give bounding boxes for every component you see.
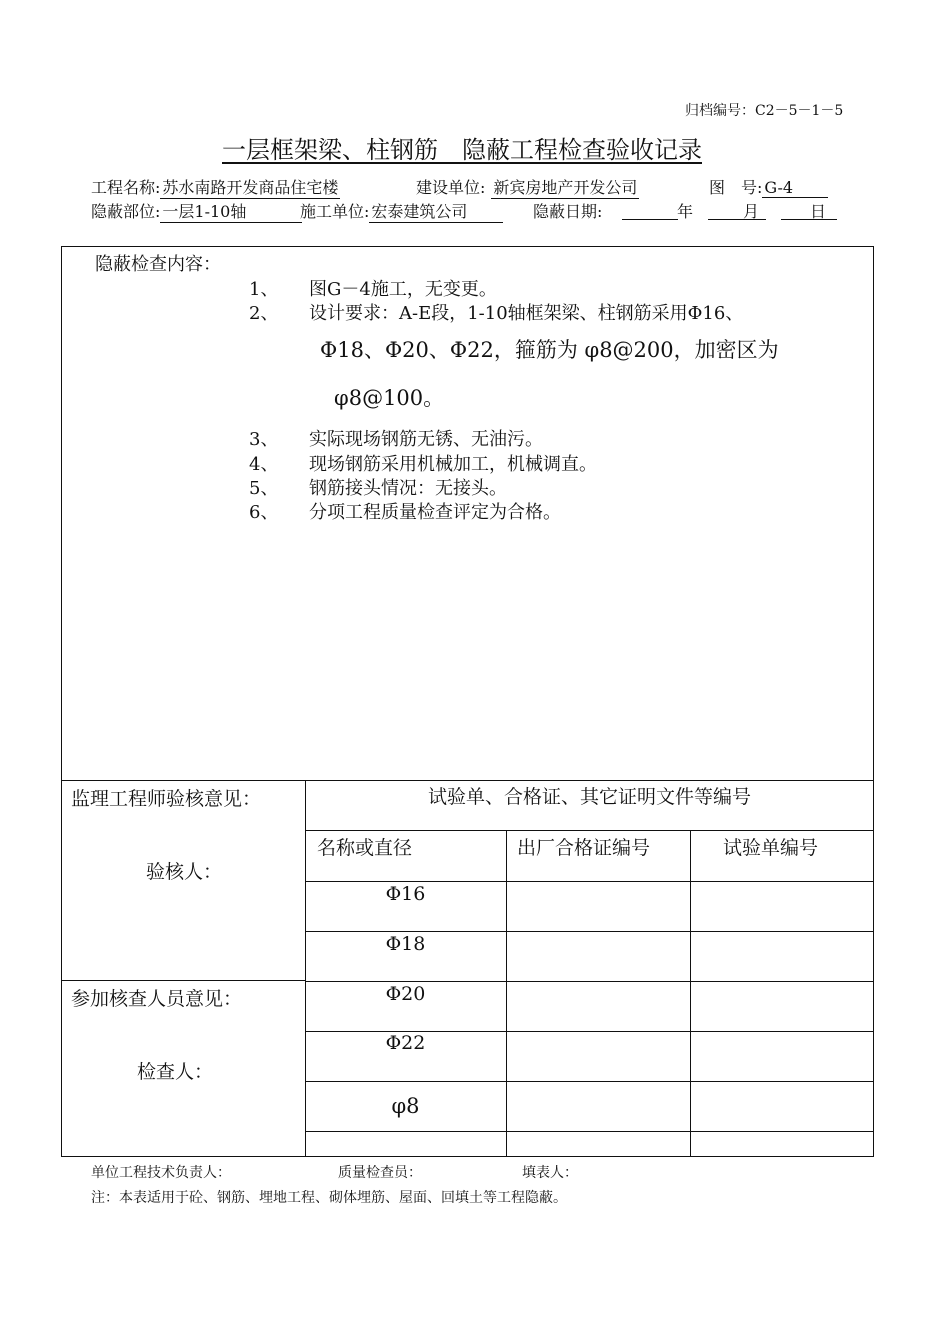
day-blank <box>781 219 837 220</box>
location-value: 一层1-10轴 <box>160 199 302 223</box>
table-row: Φ20 <box>385 983 426 1005</box>
grid-row-line <box>305 931 874 932</box>
date-label: 隐蔽日期: <box>533 202 603 221</box>
list-item-text: 图G－4施工，无变更。 <box>309 279 497 300</box>
month-label: 月 <box>743 202 760 221</box>
list-item-text: 钢筋接头情况：无接头。 <box>309 478 507 499</box>
list-item-number: 3、 <box>249 429 279 450</box>
divider-left-middle <box>61 980 306 981</box>
inspection-heading: 隐蔽检查内容： <box>95 254 221 275</box>
list-item-text: 实际现场钢筋无锈、无油污。 <box>309 429 543 450</box>
year-label: 年 <box>677 202 694 221</box>
builder-value: 新宾房地产开发公司 <box>491 175 639 199</box>
drawing-row <box>709 175 828 198</box>
participants-signer: 检查人： <box>137 1061 214 1083</box>
contractor-value: 宏泰建筑公司 <box>369 199 503 223</box>
list-item-number: 2、 <box>249 303 279 324</box>
grid-row-line <box>305 830 874 831</box>
year-blank <box>622 219 678 220</box>
day-label: 日 <box>810 202 827 221</box>
drawing-value: G-4 <box>762 178 828 198</box>
list-item-text: 现场钢筋采用机械加工，机械调直。 <box>309 454 597 475</box>
location-label: 隐蔽部位: <box>91 202 161 221</box>
project-value: 苏水南路开发商品住宅楼 <box>160 175 340 199</box>
contractor-label: 施工单位: <box>300 202 370 221</box>
participants-heading: 参加核查人员意见： <box>71 988 243 1010</box>
column-header-factory-cert: 出厂合格证编号 <box>517 837 651 859</box>
grid-row-line <box>305 1081 874 1082</box>
grid-row-line <box>305 881 874 882</box>
list-item-number: 5、 <box>249 478 279 499</box>
location-row <box>91 199 302 223</box>
certificates-heading: 试验单、合格证、其它证明文件等编号 <box>427 786 751 808</box>
project-name-row <box>91 175 340 199</box>
tech-lead-signature: 单位工程技术负责人： <box>91 1165 231 1181</box>
divider-column-3 <box>690 830 691 1157</box>
project-label: 工程名称: <box>91 178 161 197</box>
supervisor-heading: 监理工程师验核意见： <box>71 788 262 810</box>
page-title: 一层框架梁、柱钢筋 隐蔽工程检查验收记录 <box>222 136 702 164</box>
grid-row-line <box>305 981 874 982</box>
grid-row-line <box>305 1131 874 1132</box>
list-item-text: 分项工程质量检查评定为合格。 <box>309 502 561 523</box>
divider-content-bottom <box>61 780 874 781</box>
table-row: Φ18 <box>385 933 426 955</box>
list-item-number: 1、 <box>249 279 279 300</box>
qc-signature: 质量检查员： <box>338 1165 422 1181</box>
table-row: φ8 <box>391 1094 420 1118</box>
drawing-label: 图 号: <box>709 178 763 197</box>
supervisor-signer: 验核人： <box>146 861 223 883</box>
column-header-name: 名称或直径 <box>317 837 413 859</box>
list-item-number: 4、 <box>249 454 279 475</box>
footnote: 注：本表适用于砼、钢筋、埋地工程、砌体埋筋、屋面、回填土等工程隐蔽。 <box>91 1190 567 1206</box>
list-item-continuation: Φ18、Φ20、Φ22，箍筋为 φ8@200，加密区为 <box>320 338 779 362</box>
table-row: Φ22 <box>385 1032 426 1054</box>
divider-column-2 <box>506 830 507 1157</box>
list-item-number: 6、 <box>249 502 279 523</box>
archive-number: 归档编号：C2－5－1－5 <box>685 103 844 119</box>
table-row: Φ16 <box>385 883 426 905</box>
filler-signature: 填表人： <box>522 1165 578 1181</box>
list-item-text: 设计要求：A-E段，1-10轴框架梁、柱钢筋采用Φ16、 <box>309 303 744 324</box>
inspection-table <box>61 246 874 1157</box>
contractor-row <box>300 199 503 223</box>
column-header-test-report: 试验单编号 <box>723 837 819 859</box>
builder-label: 建设单位: <box>416 178 486 197</box>
builder-row <box>416 175 639 199</box>
list-item-continuation: φ8@100。 <box>334 386 445 410</box>
